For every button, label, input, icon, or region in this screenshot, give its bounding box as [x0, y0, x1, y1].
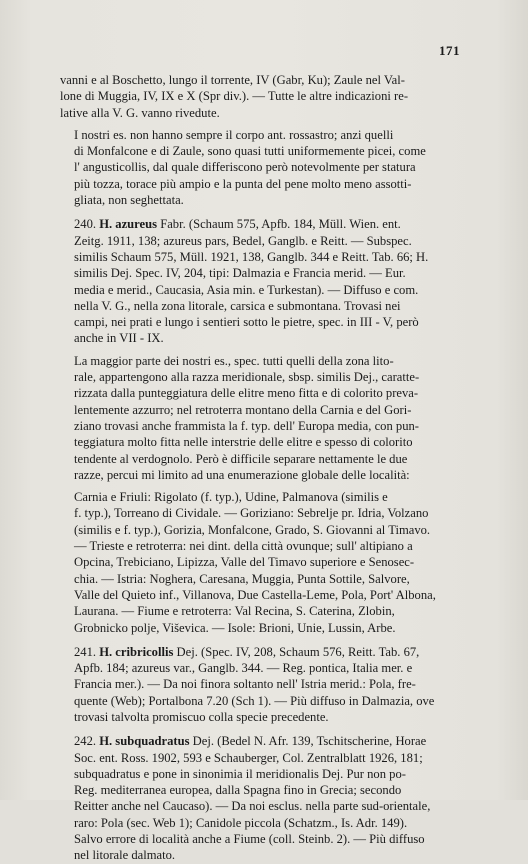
- entry-number: 240.: [74, 217, 97, 232]
- text-line: Laurana. — Fiume e retroterra: Val Recina, S. Caterina, Zlobin,: [74, 604, 395, 619]
- text-line: Carnia e Friuli: Rigolato (f. typ.), Udine, Palmanova (similis e: [74, 490, 388, 505]
- text-line: lentemente azzurro; nel retroterra montano della Carnia e del Gori-: [74, 402, 412, 417]
- text-line: Valle del Quieto inf., Villanova, Due Castella-Leme, Pola, Port' Albona,: [74, 587, 436, 602]
- text-line: quente (Web); Portalbona 7.20 (Sch 1). — Più diffuso in Dalmazia, ove: [74, 693, 435, 708]
- text-line: subquadratus e pone in sinonimia il meridionalis Dej. Pur non po-: [74, 766, 406, 781]
- text-line: lone di Muggia, IV, IX e X (Spr div.). — Tutte le altre indicazioni re-: [60, 89, 409, 104]
- text-line: Grobnicko polje, Viševica. — Isole: Brioni, Unie, Lussin, Arbe.: [74, 620, 396, 635]
- text-line: teggiatura molto fitta nelle interstrie delle elitre e spesso di colorito: [74, 435, 413, 450]
- text-line: gliata, non seghettata.: [74, 193, 184, 208]
- text-line: trovasi talvolta promiscuo colla specie precedente.: [74, 709, 329, 724]
- text-line: campi, nei prati e lungo i sentieri sotto le pietre, spec. in III - V, però: [74, 315, 419, 330]
- text-line: (similis e f. typ.), Gorizia, Monfalcone, Grado, S. Giovanni al Timavo.: [74, 522, 431, 537]
- text-line: media e merid., Caucasia, Asia min. e Turkestan). — Diffuso e com.: [74, 282, 419, 297]
- text-line: anche in VII - IX.: [74, 331, 164, 346]
- entry-first-line: [60, 644, 455, 660]
- text-line: Soc. ent. Ross. 1902, 593 e Schauberger, Col. Zentralblatt 1926, 181;: [74, 750, 423, 765]
- text-line: Apfb. 184; azureus var., Ganglb. 344. — Reg. pontica, Italia mer. e: [74, 661, 413, 676]
- text-line: — Trieste e retroterra: nei dint. della città ovunque; sull' altipiano a: [74, 539, 413, 554]
- page-number: 171: [439, 43, 460, 58]
- text-line: Zeitg. 1911, 138; azureus pars, Bedel, Ganglb. e Reitt. — Subspec.: [74, 233, 412, 248]
- text-line: nella V. G., nella zona litorale, carsica e submontana. Trovasi nei: [74, 298, 401, 313]
- species-name: H. cribricollis: [99, 644, 174, 659]
- text-line: Reg. mediterranea europea, dalla Spagna fino in Grecia; secondo: [74, 783, 402, 798]
- entry-first-line: [60, 216, 455, 232]
- text-line: Francia mer.). — Da noi finora soltanto nell' Istria merid.: Pola, fre-: [74, 677, 416, 692]
- species-name: H. subquadratus: [99, 734, 190, 749]
- text-line: Opcina, Trebiciano, Lipizza, Valle del Timavo superiore e Senosec-: [74, 555, 415, 570]
- text-line: Dej. (Spec. IV, 208, Schaum 576, Reitt. Tab. 67,: [176, 644, 420, 659]
- text-line: similis Schaum 575, Müll. 1921, 138, Ganglb. 344 e Reitt. Tab. 66; H.: [74, 249, 429, 264]
- text-line: Fabr. (Schaum 575, Apfb. 184, Müll. Wien. ent.: [160, 217, 401, 232]
- text-line: chia. — Istria: Noghera, Caresana, Muggia, Punta Sottile, Salvore,: [74, 571, 410, 586]
- text-line: rale, appartengono alla razza meridionale, sbsp. similis Dej., caratte-: [74, 370, 420, 385]
- paragraph-p2: [60, 127, 455, 208]
- text-line: Reitter anche nel Caucaso). — Da noi esclus. nella parte sud-orientale,: [74, 799, 431, 814]
- paragraph-p1: [60, 72, 455, 121]
- species-entry-242: [60, 733, 455, 863]
- text-line: rizzata dalla punteggiatura delle elitre meno fitta e di colorito preva-: [74, 386, 419, 401]
- text-line: La maggior parte dei nostri es., spec. tutti quelli della zona lito-: [74, 353, 394, 368]
- entry-number: 241.: [74, 644, 97, 659]
- species-entry-241: [60, 644, 455, 725]
- text-line: lative alla V. G. vanno rivedute.: [60, 105, 220, 120]
- text-line: l' angusticollis, dal quale differiscono però notevolmente per statura: [74, 160, 416, 175]
- text-line: ziano trovasi anche frammista la f. typ. dell' Europa media, con pun-: [74, 418, 419, 433]
- species-name: H. azureus: [99, 217, 158, 232]
- text-line: nel litorale dalmato.: [74, 848, 176, 863]
- text-line: più tozza, torace più ampio e la punta del pene molto meno assotti-: [74, 176, 412, 191]
- page-body: [60, 72, 455, 864]
- paragraph-p4: [60, 353, 455, 483]
- text-line: Salvo errore di località anche a Fiume (coll. Steinb. 2). — Più diffuso: [74, 832, 425, 847]
- text-line: similis Dej. Spec. IV, 204, tipi: Dalmazia e Francia merid. — Eur.: [74, 266, 406, 281]
- text-line: raro: Pola (sec. Web 1); Canidole piccola (Schatzm., Is. Adr. 149).: [74, 815, 408, 830]
- entry-first-line: [60, 733, 455, 749]
- text-line: razze, percui mi limito ad una enumerazione globale delle località:: [74, 467, 410, 482]
- text-line: vanni e al Boschetto, lungo il torrente, IV (Gabr, Ku); Zaule nel Val-: [60, 73, 405, 87]
- entry-number: 242.: [74, 734, 97, 749]
- text-line: f. typ.), Torreano di Cividale. — Goriziano: Sebrelje pr. Idria, Volzano: [74, 506, 429, 521]
- text-line: Dej. (Bedel N. Afr. 139, Tschitscherine, Horae: [192, 734, 427, 749]
- text-line: di Monfalcone e di Zaule, sono quasi tutti uniformemente picei, come: [74, 144, 426, 159]
- text-line: I nostri es. non hanno sempre il corpo ant. rossastro; anzi quelli: [74, 127, 394, 142]
- text-line: tendente al verdognolo. Però è difficile separare nettamente le due: [74, 451, 408, 466]
- paragraph-localities: [60, 489, 455, 636]
- species-entry-240: [60, 216, 455, 346]
